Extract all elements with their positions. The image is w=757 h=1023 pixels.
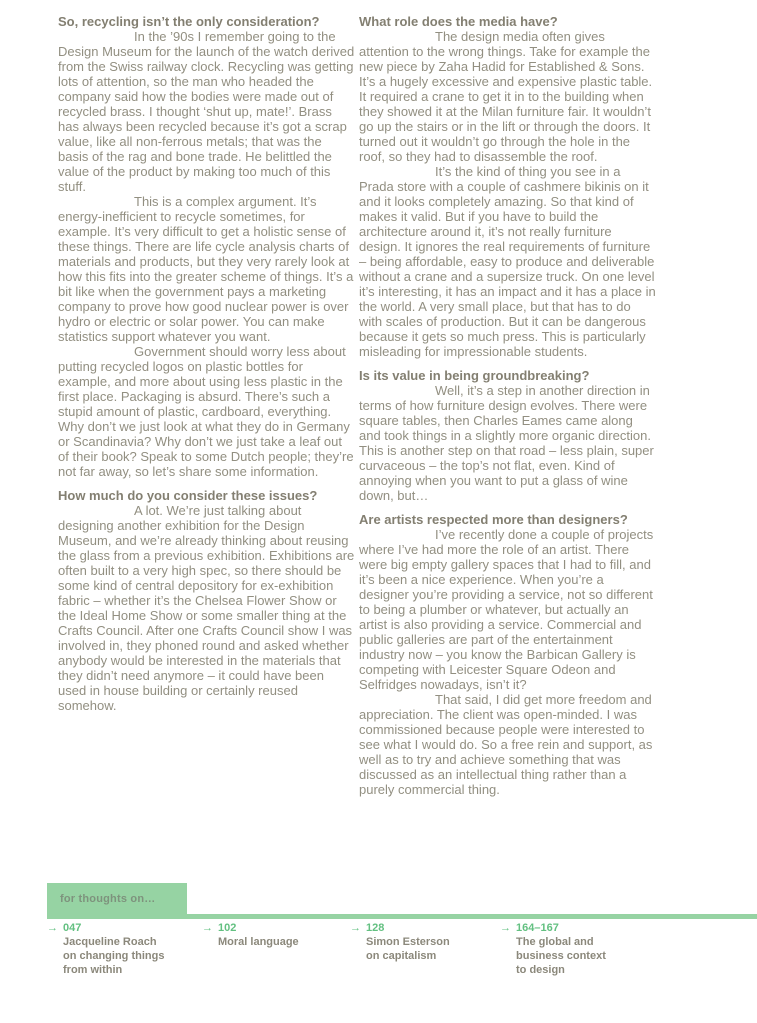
interview-question: How much do you consider these issues?	[58, 488, 318, 503]
arrow-right-icon: →	[47, 922, 58, 934]
article-column-right	[359, 14, 656, 797]
interview-answer: It’s the kind of thing you see in a Prada store with a couple of cashmere bikinis on it and it looks completely amazing. So that kind of makes it valid. But if you have to build the architecture around it, it’s not really furniture design. It ignores the real requirements of furniture – being affordable, easy to produce and deliverable without a crane and a supersize truck. On one level it’s interesting, it has an impact and it has a place in the world. A very small place, but that has to do with scales of production. But it can be dangerous because it gets so much press. This is particularly misleading for impressionable students.	[359, 164, 656, 359]
reference-title-line: on capitalism	[366, 950, 437, 962]
footer-reference	[202, 921, 299, 949]
footer-rule	[187, 914, 757, 919]
interview-answer: In the ’90s I remember going to the Design Museum for the launch of the watch derived from the Swiss railway clock. Recycling was getting lots of attention, so the man who headed the company said how the bodies were made out of recycled brass. I thought ‘shut up, mate!’. Brass has always been recycled because it’s got a scrap value, like all non-ferrous metals; that was the basis of the rag and bone trade. He belittled the value of the product by making too much of this stuff.	[58, 29, 355, 194]
reference-page-number: 047	[63, 922, 82, 934]
interview-answer: That said, I did get more freedom and appreciation. The client was open-minded. I was commissioned because people were interested to see what I would do. So a free rein and support, as well as to try and achieve something that was discussed as an intellectual thing rather than a purely commercial thing.	[359, 692, 653, 797]
reference-title-line: Jacqueline Roach	[63, 936, 157, 948]
reference-title-line: The global and	[516, 936, 594, 948]
interview-answer: The design media often gives attention to the wrong things. Take for example the new piece by Zaha Hadid for Established & Sons. It’s a hugely excessive and expensive plastic table. It required a crane to get it in to the building when they showed it at the Milan furniture fair. It wouldn’t go up the stairs or in the lift or through the doors. It turned out it wouldn’t go through the hole in the roof, so they had to disassemble the roof.	[359, 29, 653, 164]
interview-answer: Well, it’s a step in another direction in terms of how furniture design evolves. There were square tables, then Charles Eames came along and took things in a slightly more organic direction. This is another step on that road – less plain, super curvaceous – the top’s not flat, even. Kind of annoying when you want to put a glass of wine down, but…	[359, 383, 654, 503]
reference-page-number: 128	[366, 922, 385, 934]
reference-page-number: 102	[218, 922, 237, 934]
arrow-right-icon: →	[350, 922, 361, 934]
footer-reference	[500, 921, 606, 977]
reference-content	[63, 921, 164, 977]
reference-title-line: to design	[516, 964, 565, 976]
interview-answer: A lot. We’re just talking about designing another exhibition for the Design Museum, and we’re already thinking about reusing the glass from a previous exhibition. Exhibitions are often built to a very high spec, so there should be some kind of central depository for ex-exhibition fabric – whether it’s the Chelsea Flower Show or the Ideal Home Show or some smaller thing at the Crafts Council. After one Crafts Council show I was involved in, they phoned round and asked whether anybody would be interested in the materials that they didn’t need anymore – it could have been used in house building or certainly reused somehow.	[58, 503, 355, 713]
arrow-right-icon: →	[500, 922, 511, 934]
article-column-left	[58, 14, 355, 713]
reference-content	[218, 921, 299, 949]
footer-reference	[350, 921, 450, 963]
interview-question: What role does the media have?	[359, 14, 558, 29]
interview-answer: This is a complex argument. It’s energy-inefficient to recycle sometimes, for example. It’s very difficult to get a holistic sense of these things. There are life cycle analysis charts of materials and products, but they very rarely look at how this fits into the greater scheme of things. It’s a bit like when the government pays a marketing company to prove how good nuclear power is over hydro or electric or solar power. You can make statistics support whatever you want.	[58, 194, 354, 344]
interview-question: So, recycling isn’t the only consideration?	[58, 14, 320, 29]
reference-content	[516, 921, 606, 977]
reference-content	[366, 921, 450, 963]
interview-question: Are artists respected more than designers?	[359, 512, 628, 527]
footer-label: for thoughts on…	[60, 893, 156, 905]
footer-references	[0, 921, 757, 991]
interview-answer: I’ve recently done a couple of projects where I’ve had more the role of an artist. There were big empty gallery spaces that I had to fill, and it’s been a nice experience. When you’re a designer you’re providing a service, not so different to being a plumber or whatever, but actually an artist is also providing a service. Commercial and public galleries are part of the entertainment industry now – you know the Barbican Gallery is competing with Leicester Square Odeon and Selfridges nowadays, isn’t it?	[359, 527, 654, 692]
interview-question: Is its value in being groundbreaking?	[359, 368, 590, 383]
interview-answer: Government should worry less about putting recycled logos on plastic bottles for example, and more about using less plastic in the first place. Packaging is absurd. There’s such a stupid amount of plastic, cardboard, everything. Why don’t we just look at what they do in Germany or Scandinavia? Why don’t we just take a leaf out of their book? Speak to some Dutch people; they’re not far away, so let’s share some information.	[58, 344, 354, 479]
reference-title-line: business context	[516, 950, 606, 962]
reference-page-number: 164–167	[516, 922, 559, 934]
reference-title-line: from within	[63, 964, 123, 976]
reference-title-line: Moral language	[218, 936, 299, 948]
footer-reference	[47, 921, 164, 977]
footer-label-block	[47, 883, 187, 919]
reference-title-line: on changing things	[63, 950, 165, 962]
reference-title-line: Simon Esterson	[366, 936, 450, 948]
arrow-right-icon: →	[202, 922, 213, 934]
